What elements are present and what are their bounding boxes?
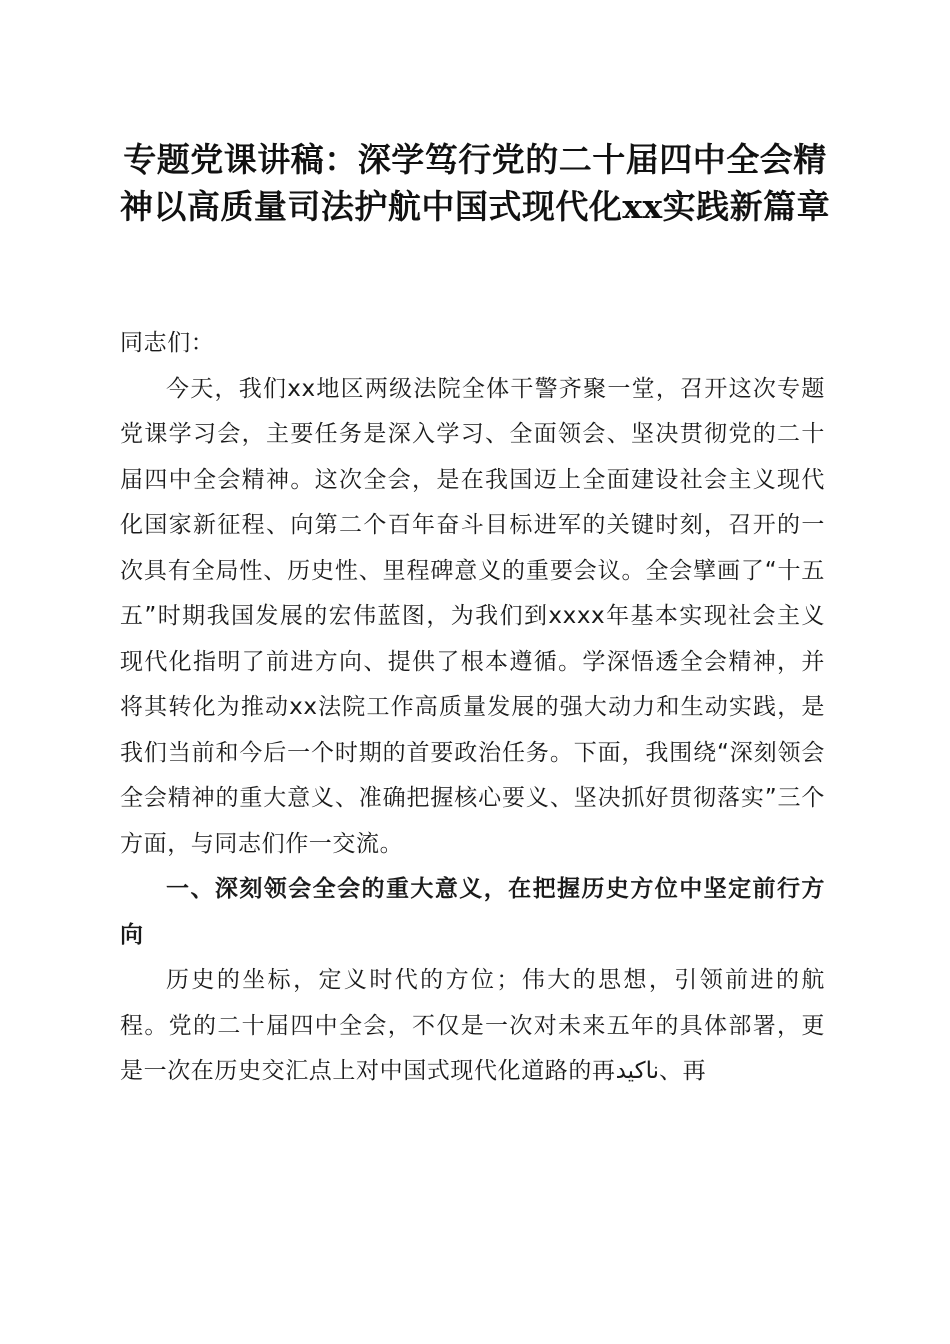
intro-paragraph: 今天，我们xx地区两级法院全体干警齐聚一堂，召开这次专题党课学习会，主要任务是深入学习、全面领会、坚决贯彻党的二十届四中全会精神。这次全会，是在我国迈上全面建设社会主义现代化国家新征程、向第二个百年奋斗目标进军的关键时刻，召开的一次具有全局性、历史性、里程碑意义的重要会议。全会擘画了“十五五”时期我国发展的宏伟蓝图，为我们到xxxx年基本实现社会主义现代化指明了前进方向、提供了根本遵循。学深悟透全会精神，并将其转化为推动xx法院工作高质量发展的强大动力和生动实践，是我们当前和今后一个时期的首要政治任务。下面，我围绕“深刻领会全会精神的重大意义、准确把握核心要义、坚决抓好贯彻落实”三个方面，与同志们作一交流。: [120, 375, 825, 857]
section-heading: 一、深刻领会全会的重大意义，在把握历史方位中坚定前行方向: [120, 876, 825, 948]
document-body: [120, 321, 825, 1095]
salutation: 同志们：: [120, 330, 215, 356]
section-paragraph: 历史的坐标，定义时代的方位；伟大的思想，引领前进的航程。党的二十届四中全会，不仅是一次对未来五年的具体部署，更是一次在历史交汇点上对中国式现代化道路的再ناكيد、再: [120, 967, 825, 1084]
document-title: 专题党课讲稿：深学笃行党的二十届四中全会精神以高质量司法护航中国式现代化xx实践新篇章: [119, 140, 831, 226]
